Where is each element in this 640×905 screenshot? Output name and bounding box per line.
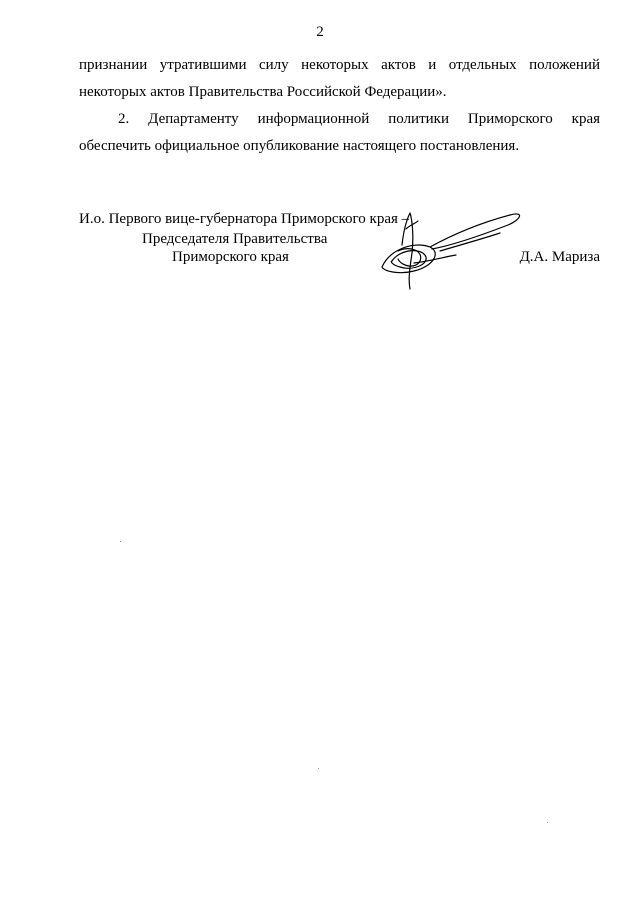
scan-speck <box>120 541 121 542</box>
paragraph-1-line-2: некоторых актов Правительства Российской Федерации». <box>79 84 447 100</box>
scan-speck <box>547 822 548 823</box>
document-body <box>79 52 600 160</box>
handwritten-signature <box>370 205 530 295</box>
paragraph-2-line-1: 2. Департаменту информационной политики Приморского края <box>118 111 600 127</box>
signer-title-line-1: И.о. Первого вице-губернатора Приморского края – <box>79 211 410 227</box>
paragraph-1 <box>79 52 600 106</box>
paragraph-2-line-2: обеспечить официальное опубликование настоящего постановления. <box>79 138 520 154</box>
paragraph-1-line-1: признании утратившими силу некоторых актов и отдельных положений <box>79 57 600 73</box>
page-number: 2 <box>316 24 324 40</box>
paragraph-2 <box>79 106 600 160</box>
signer-title-line-3: Приморского края <box>172 249 289 265</box>
signer-title-line-2: Председателя Правительства <box>142 231 328 247</box>
scan-speck <box>318 768 319 769</box>
signer-name: Д.А. Мариза <box>519 249 600 265</box>
